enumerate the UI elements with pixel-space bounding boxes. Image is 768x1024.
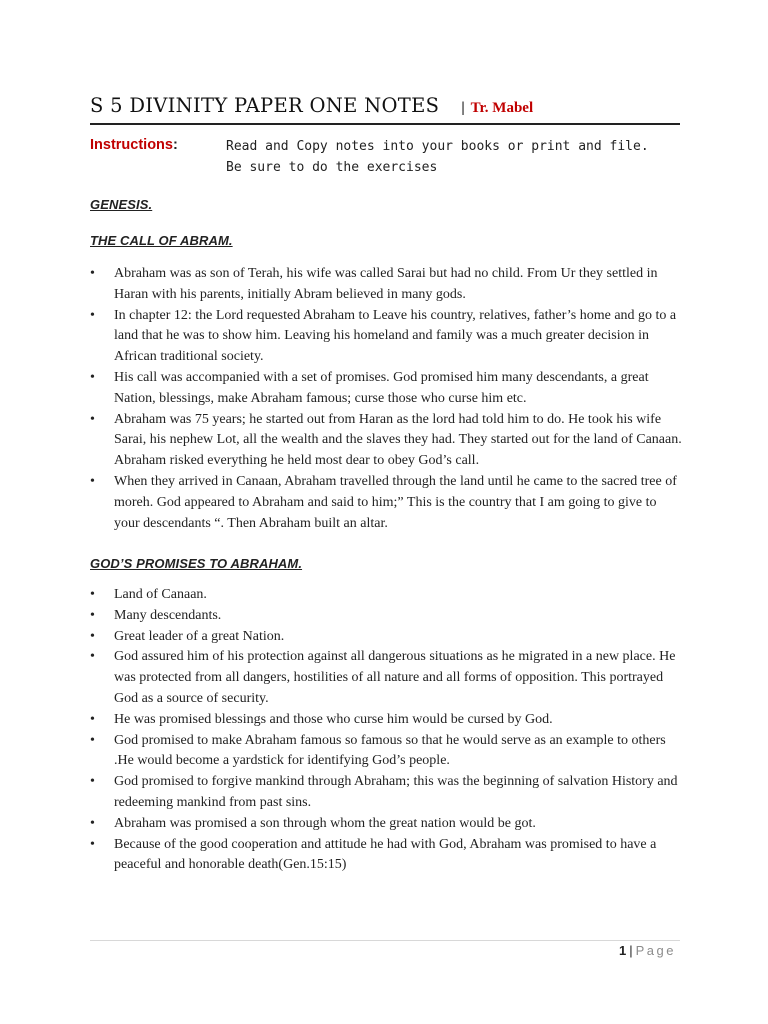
section-heading-call-of-abram: THE CALL OF ABRAM. (90, 233, 233, 248)
list-item: • God promised to forgive mankind through Abraham; this was the beginning of salvation History and redeeming mankind from past sins. (90, 772, 682, 814)
instructions-text: Read and Copy notes into your books or print and file. Be sure to do the exercises (226, 139, 649, 175)
list-item: • His call was accompanied with a set of promises. God promised him many descendants, a great Nation, blessings, make Abraham famous; curse those who curse him etc. (90, 368, 682, 410)
page-word: Page (635, 943, 676, 958)
section-heading-genesis: GENESIS. (90, 197, 153, 212)
list-item: • Because of the good cooperation and attitude he had with God, Abraham was promised to have a peaceful and honorable death(Gen.15:15) (90, 835, 682, 877)
list-item: • When they arrived in Canaan, Abraham travelled through the land until he came to the sacred tree of moreh. God appeared to Abraham and said to him;” This is the country that I am going to give to your descendants “. Then Abraham built an altar. (90, 472, 682, 534)
title-underline-rule (90, 123, 680, 125)
list-item: • God assured him of his protection against all dangerous situations as he migrated in a new place. He was protected from all dangers, hostilities of all nature and all forms of opposition. This portrayed God as a source of security. (90, 647, 682, 709)
page-title: S 5 DIVINITY PAPER ONE NOTES (90, 94, 440, 117)
list-item: • Land of Canaan. (90, 585, 682, 606)
list-item: • Abraham was 75 years; he started out from Haran as the lord had told him to do. He took his wife Sarai, his nephew Lot, all the wealth and the slaves they had. They started out for the land of Canaan. Abraham risked everything he held most dear to obey God’s call. (90, 410, 682, 472)
list-item: • God promised to make Abraham famous so famous so that he would serve as an example to others .He would become a yardstick for identifying God’s people. (90, 731, 682, 773)
title-separator: | (461, 100, 465, 116)
title-row (90, 94, 680, 117)
footer-rule (90, 940, 680, 941)
footer-separator: | (629, 943, 633, 958)
section-heading-gods-promises: GOD’S PROMISES TO ABRAHAM. (90, 556, 303, 571)
instructions-label (90, 137, 178, 153)
page-footer (619, 943, 676, 958)
list-item: • In chapter 12: the Lord requested Abraham to Leave his country, relatives, father’s home and go to a land that he was to show him. Leaving his homeland and family was a much greater decision in African traditional society. (90, 306, 682, 368)
instructions-key: Instructions (90, 137, 173, 153)
page-number: 1 (619, 943, 627, 958)
gods-promises-list (90, 585, 682, 876)
list-item: • Many descendants. (90, 606, 682, 627)
list-item: • Great leader of a great Nation. (90, 627, 682, 648)
instructions-colon: : (172, 137, 178, 153)
author-name: Tr. Mabel (470, 100, 534, 116)
list-item: • Abraham was promised a son through whom the great nation would be got. (90, 814, 682, 835)
list-item: • He was promised blessings and those who curse him would be cursed by God. (90, 710, 682, 731)
call-of-abram-list (90, 264, 682, 534)
list-item: • Abraham was as son of Terah, his wife was called Sarai but had no child. From Ur they settled in Haran with his parents, initially Abram believed in many gods. (90, 264, 682, 306)
